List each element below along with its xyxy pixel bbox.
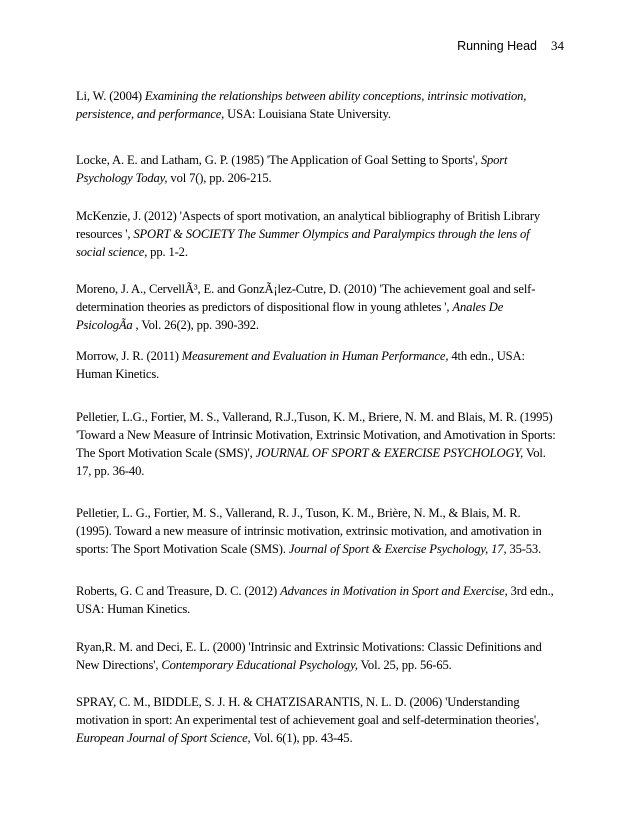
reference-text: Pelletier, L. G., Fortier, M. S., Vallerand, R. J., Tuson, K. M., Brière, N. M., & Blais, M. R. (1995). Toward a new measure of intrinsic motivation, extrinsic motivation, and amotivation in sports: The Sport Motivation Scale (SMS). <box>76 506 542 556</box>
reference-details: , 4th edn., USA: Human Kinetics. <box>76 349 525 381</box>
reference-text: Locke, A. E. and Latham, G. P. (1985) 'The Application of Goal Setting to Sports', <box>76 153 481 167</box>
reference-entry <box>76 504 556 558</box>
reference-entry <box>76 693 556 747</box>
reference-text: Pelletier, L.G., Fortier, M. S., Vallerand, R.J.,Tuson, K. M., Briere, N. M. and Blais, M. R. (1995) 'Toward a New Measure of Intrinsic Motivation, Extrinsic Motivation, and Amotivation in Sports: The Sport Motivation Scale (SMS)', <box>76 410 556 460</box>
reference-entry <box>76 582 556 618</box>
reference-entry <box>76 87 556 123</box>
reference-text: Li, W. (2004) <box>76 89 145 103</box>
reference-text: Ryan,R. M. and Deci, E. L. (2000) 'Intrinsic and Extrinsic Motivations: Classic Definitions and New Directions', <box>76 640 542 672</box>
reference-details: Vol. 26(2), pp. 390-392. <box>138 318 259 332</box>
reference-entry <box>76 347 556 383</box>
reference-details: Vol. 6(1), pp. 43-45. <box>250 731 353 745</box>
reference-title: Journal of Sport & Exercise Psychology, 17, <box>288 542 507 556</box>
reference-text: SPRAY, C. M., BIDDLE, S. J. H. & CHATZISARANTIS, N. L. D. (2006) 'Understanding motivation in sport: An experimental test of achievement goal and self-determination theories', <box>76 695 539 727</box>
reference-details: 35-53. <box>506 542 542 556</box>
reference-title: SPORT & SOCIETY The Summer Olympics and Paralympics through the lens of social science <box>76 227 530 259</box>
running-head-title: Running Head <box>457 39 537 53</box>
reference-text: McKenzie, J. (2012) 'Aspects of sport motivation, an analytical bibliography of British Library resources ', <box>76 209 541 241</box>
reference-title: Sport Psychology Today, <box>76 153 508 185</box>
reference-text: Morrow, J. R. (2011) <box>76 349 182 363</box>
reference-entry <box>76 207 556 261</box>
reference-title: Anales De PsicologÃa , <box>76 300 504 332</box>
reference-title: Advances in Motivation in Sport and Exercise <box>280 584 505 598</box>
reference-title: JOURNAL OF SPORT & EXERCISE PSYCHOLOGY, <box>255 446 524 460</box>
reference-details: , 3rd edn., USA: Human Kinetics. <box>76 584 554 616</box>
reference-text: Moreno, J. A., CervellÃ³, E. and GonzÃ¡lez-Cutre, D. (2010) 'The achievement goal and self-determination theories as predictors of dispositional flow in young athletes ', <box>76 282 536 314</box>
reference-entry <box>76 638 556 674</box>
reference-entry <box>76 151 556 187</box>
reference-entry <box>76 280 556 334</box>
reference-title: Examining the relationships between ability conceptions, intrinsic motivation, persistence, and performance <box>76 89 527 121</box>
reference-title: European Journal of Sport Science, <box>76 731 251 745</box>
reference-details: Vol. 17, pp. 36-40. <box>76 446 546 478</box>
reference-details: , USA: Louisiana State University. <box>221 107 391 121</box>
reference-title: Contemporary Educational Psychology, <box>161 658 358 672</box>
reference-entry <box>76 408 556 480</box>
reference-details: , pp. 1-2. <box>144 245 188 259</box>
reference-details: vol 7(), pp. 206-215. <box>167 171 272 185</box>
reference-text: Roberts, G. C and Treasure, D. C. (2012) <box>76 584 281 598</box>
reference-title: Measurement and Evaluation in Human Performance <box>181 349 446 363</box>
reference-details: Vol. 25, pp. 56-65. <box>357 658 452 672</box>
running-head <box>457 38 564 54</box>
page-number: 34 <box>551 38 564 53</box>
